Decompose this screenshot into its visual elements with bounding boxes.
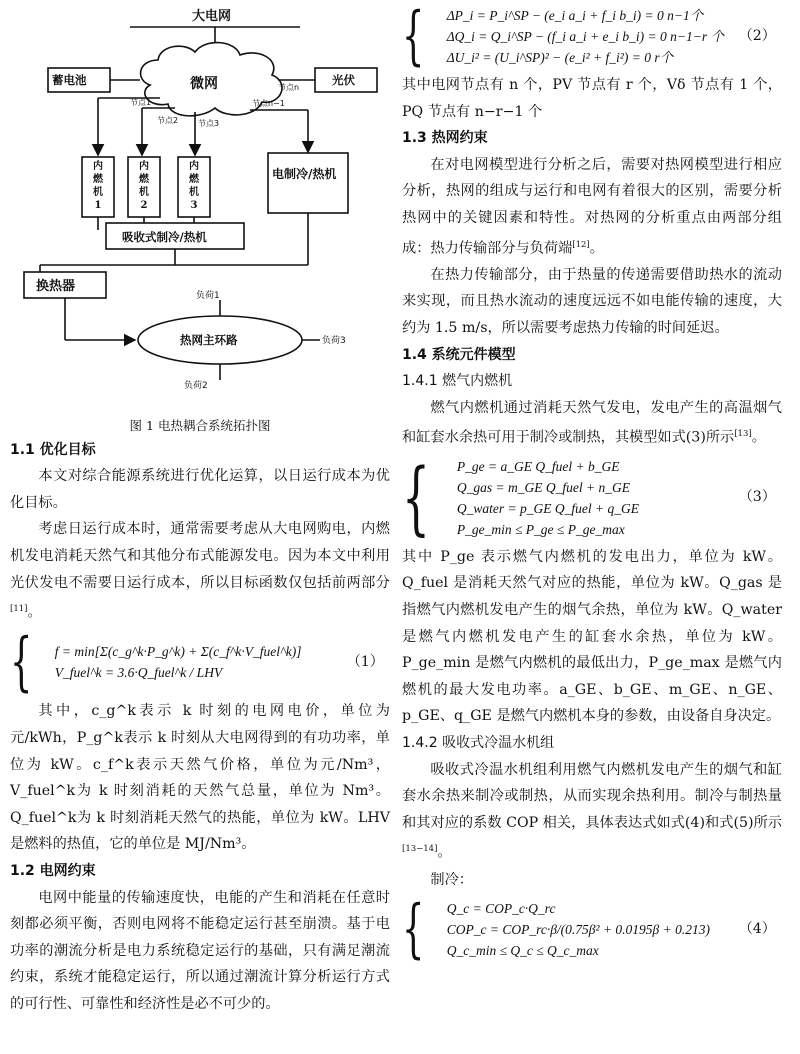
equation-4: { Q_c = COP_c·Q_rc COP_c = COP_rc·β/(0.75β² + 0.0195β + 0.213) Q_c_min ≤ Q_c ≤ Q_c_max （4）	[402, 892, 776, 967]
topology-figure	[10, 0, 390, 405]
eq2-line2: ΔQ_i = Q_i^SP − (f_i a_i + e_i b_i) = 0 n−1−r 个	[446, 28, 724, 44]
eq2-line1: ΔP_i = P_i^SP − (e_i a_i + f_i b_i) = 0 n−1个	[446, 7, 704, 23]
eq1-line1: f = min[Σ(c_g^k·P_g^k) + Σ(c_f^k·V_fuel^k)]	[54, 644, 302, 660]
load1-label: 负荷1	[196, 291, 220, 301]
figure-caption: 图 1 电热耦合系统拓扑图	[129, 417, 271, 433]
eq4-line1: Q_c = COP_c·Q_rc	[446, 900, 556, 916]
equation-1: { f = min[Σ(c_g^k·P_g^k) + Σ(c_f^k·V_fuel^k)] V_fuel^k = 3.6·Q_fuel^k / LHV （1）	[10, 625, 384, 700]
pv-label: 光伏	[332, 73, 355, 87]
load2-label: 负荷2	[184, 381, 208, 391]
ice2-label: 内燃机2	[139, 161, 149, 211]
eq1-number: （1）	[346, 654, 384, 671]
eq2-number: （2）	[738, 27, 776, 44]
load3-label: 负荷3	[322, 336, 346, 346]
grid-label: 大电网	[192, 9, 232, 24]
para-1-1c: 其中，c_g^k表示 k 时刻的电网电价，单位为元/kWh，P_g^k表示 k 时刻从大电网得到的有功功率，单位为 kW。c_f^k表示天然气价格，单位为元/Nm³，V_fuel^k为 k 时刻消耗的天然气总量，单位为 Nm³。Q_fuel^k为 k 时刻消耗天然气的热能，单位为 kW。LHV 是燃料的热值，它的单位是 MJ/Nm³。	[10, 703, 390, 853]
para-1-3b: 在热力传输部分，由于热量的传递需要借助热水的流动来实现，而且热水流动的速度远远不如电能传输的速度，大约为 1.5 m/s，所以需要考虑热力传输的时间延迟。	[402, 266, 782, 337]
left-column	[10, 0, 390, 1018]
para-1-4-1a: 燃气内燃机通过消耗天然气发电，发电产生的高温烟气和缸套水余热可用于制冷或制热，其模型如式(3)所示[13]。	[402, 399, 782, 447]
section-1-4-1: 1.4.1 燃气内燃机	[402, 373, 513, 390]
equation-2: { ΔP_i = P_i^SP − (e_i a_i + f_i b_i) = 0 n−1个 ΔQ_i = Q_i^SP − (f_i a_i + e_i b_i) = 0 n−1−r 个 ΔU_i² = (U_i^SP)² − (e_i² + f_i²) = 0 r个 （2）	[402, 0, 776, 73]
para-1-4-2a: 吸收式冷温水机组利用燃气内燃机发电产生的烟气和缸套水余热来制冷或制热，从而实现余热利用。制冷与制热量和其对应的系数 COP 相关，具体表达式如式(4)和式(5)所示[13−14]。	[402, 761, 782, 862]
eq3-line4: P_ge_min ≤ P_ge ≤ P_ge_max	[456, 521, 625, 537]
microgrid-label: 微网	[190, 76, 218, 92]
para-cooling: 制冷：	[430, 871, 473, 888]
equation-3: { P_ge = a_GE Q_fuel + b_GE Q_gas = m_GE Q_fuel + n_GE Q_water = p_GE Q_fuel + q_GE P_ge_min ≤ P_ge ≤ P_ge_max （3）	[402, 450, 776, 544]
section-1-2: 1.2 电网约束	[10, 863, 96, 880]
right-column	[402, 0, 782, 965]
eq2-line3: ΔU_i² = (U_i^SP)² − (e_i² + f_i²) = 0 r个	[446, 49, 674, 65]
ice1-label: 内燃机1	[93, 161, 103, 211]
para-1-1b: 考虑日运行成本时，通常需要考虑从大电网购电，内燃机发电消耗天然气和其他分布式能源发电。因为本文中利用光伏发电不需要日运行成本，所以目标函数仅包括前两部分[11]。	[10, 521, 390, 621]
absorb-label: 吸收式制冷/热机	[122, 230, 207, 244]
section-1-4-2: 1.4.2 吸收式冷温水机组	[402, 734, 555, 751]
node2-label: 节点2	[157, 116, 179, 125]
noden1-label: 节点n−1	[252, 99, 285, 108]
para-1-4-1b: 其中 P_ge 表示燃气内燃机的发电出力，单位为 kW。Q_fuel 是消耗天然气对应的热能，单位为 kW。Q_gas 是指燃气内燃机发电产生的烟气余热，单位为 kW。Q_water 是燃气内燃机发电产生的缸套水余热，单位为 kW。P_ge_min 是燃气内燃机的最低出力，P_ge_max 是燃气内燃机的最大发电功率。a_GE、b_GE、m_GE、n_GE、p_GE、q_GE 是燃气内燃机本身的参数，由设备自身决定。	[402, 548, 782, 725]
para-1-3a: 在对电网模型进行分析之后，需要对热网模型进行相应分析，热网的组成与运行和电网有着很大的区别，需要分析热网中的关键因素和特性。对热网的分析重点由两部分组成：热力传输部分与负荷端[12]。	[402, 156, 782, 257]
eq3-line1: P_ge = a_GE Q_fuel + b_GE	[456, 458, 620, 474]
eq3-line3: Q_water = p_GE Q_fuel + q_GE	[456, 500, 639, 516]
loop-label: 热网主环路	[180, 333, 238, 347]
elec-chiller-label: 电制冷/热机	[272, 167, 337, 181]
para-1-2: 电网中能量的传输速度快，电能的产生和消耗在任意时刻都必须平衡，否则电网将不能稳定运行甚至崩溃。基于电功率的潮流分析是电力系统稳定运行的基础，只有满足潮流约束，系统才能稳定运行，所以通过潮流计算分析运行方式的可行性、可靠性和经济性是必不可少的。	[10, 889, 390, 1013]
eq4-number: （4）	[738, 920, 776, 937]
eq3-line2: Q_gas = m_GE Q_fuel + n_GE	[456, 479, 630, 495]
para-nodes: 其中电网节点有 n 个，PV 节点有 r 个，Vδ 节点有 1 个，PQ 节点有 n−r−1 个	[402, 77, 782, 120]
para-1-1a: 本文对综合能源系统进行优化运算，以日运行成本为优化目标。	[10, 468, 390, 511]
node1-label: 节点1	[130, 98, 152, 107]
section-1-1: 1.1 优化目标	[10, 441, 96, 458]
exchanger-label: 换热器	[36, 279, 76, 294]
eq4-line3: Q_c_min ≤ Q_c ≤ Q_c_max	[446, 942, 599, 958]
battery-label: 蓄电池	[52, 73, 87, 87]
eq1-line2: V_fuel^k = 3.6·Q_fuel^k / LHV	[54, 665, 223, 681]
section-1-4: 1.4 系统元件模型	[402, 346, 516, 363]
node3-label: 节点3	[198, 119, 220, 128]
ice3-label: 内燃机3	[189, 161, 199, 211]
noden-label: 节点n	[278, 83, 300, 92]
eq4-line2: COP_c = COP_rc·β/(0.75β² + 0.0195β + 0.213)	[446, 921, 710, 937]
section-1-3: 1.3 热网约束	[402, 130, 488, 147]
eq3-number: （3）	[738, 489, 776, 506]
